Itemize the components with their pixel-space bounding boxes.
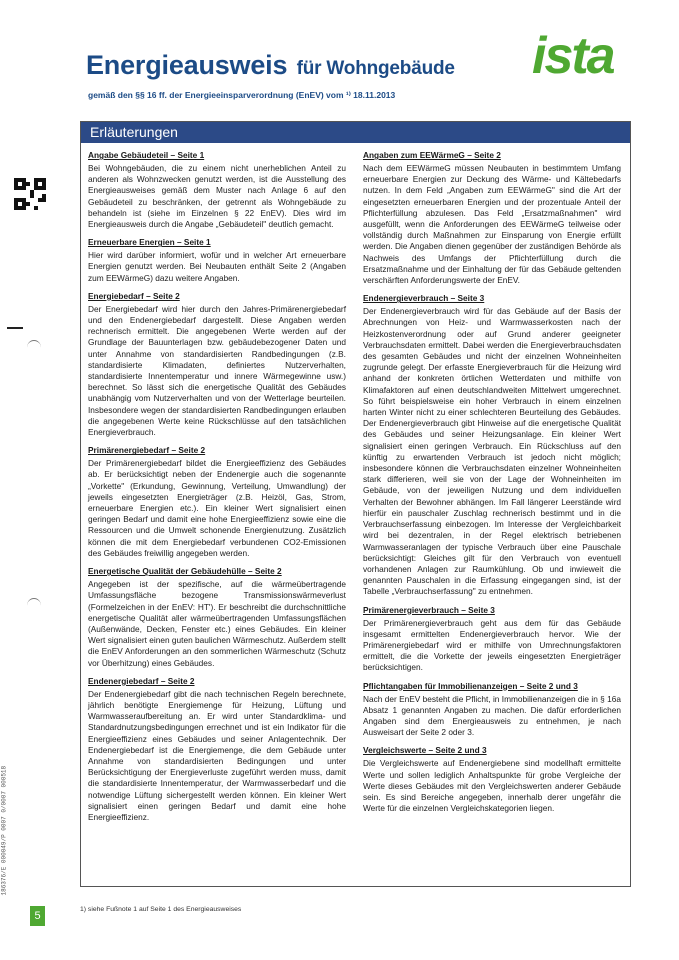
section xyxy=(363,150,621,286)
section xyxy=(88,291,346,438)
section-body: Hier wird darüber informiert, wofür und in welcher Art erneuerbare Energien genutzt werden. Bei Neubauten enthält Seite 2 (Angaben zum EEWärmeG) dazu weitere Angaben. xyxy=(88,250,346,283)
section-body: Der Endenergiebedarf gibt die nach technischen Regeln berechnete, jährlich benötigte Energiemenge für Heizung, Lüftung und Warmwasseraufbereitung an. Er wird unter Standardklima- und Standardnutzungsbedingungen errechnet und ist ein Indikator für die Energieeffizienz eines Gebäudes und seiner Anlagentechnik. Der Endenergiebedarf ist die Energiemenge, die dem Gebäude unter Annahme von standardisierten Bedingungen und unter Berücksichtigung der Energieverluste zugeführt werden muss, damit die standardisierte Innentemperatur, der Warmwasserbedarf und die notwendige Lüftung sichergestellt werden können. Ein kleiner Wert signalisiert einen geringen Bedarf und damit eine hohe Energieeffizienz. xyxy=(88,688,346,822)
section-heading: Angaben zum EEWärmeG – Seite 2 xyxy=(363,150,501,160)
section-body: Der Primärenergieverbrauch geht aus dem für das Gebäude insgesamt ermittelten Endenergieverbrauch hervor. Wie der Primärenergiebedarf wird er mithilfe von Umrechnungsfaktoren ermittelt, die die Vorkette der jeweils eingesetzten Energieträger berücksichtigen. xyxy=(363,617,621,673)
section xyxy=(363,745,621,814)
section-heading: Vergleichswerte – Seite 2 und 3 xyxy=(363,745,487,756)
section-body: Der Primärenergiebedarf bildet die Energieeffizienz des Gebäudes ab. Er berücksichtigt neben der Endenergie auch die sogenannte „Vorkette" (Erkundung, Gewinnung, Verteilung, Umwandlung) der jeweils eingesetzten Energieträger (z.B. Heizöl, Gas, Strom, erneuerbare Energien etc.). Ein kleiner Wert signalisiert einen geringen Bedarf und damit eine hohe Energieeffizienz sowie eine die Ressourcen und die Umwelt schonende Energienutzung. Zusätzlich können die mit dem Energiebedarf verbundenen CO2-Emissionen des Gebäudes freiwillig angegeben werden. xyxy=(88,458,346,558)
section-body: Nach dem EEWärmeG müssen Neubauten in bestimmtem Umfang erneuerbare Energien zur Deckung des Wärme- und Kältebedarfs nutzen. In dem Feld „Angaben zum EEWärmeG" sind die Art der eingesetzten erneuerbaren Energien und der prozentuale Anteil der Pflichterfüllung abzulesen. Das Feld „Ersatzmaßnahmen" wird ausgefüllt, wenn die Anforderungen des EEWärmeG teilweise oder vollständig durch Maßnahmen zur Einsparung von Energie erfüllt werden. Die Angaben dienen gegenüber der zuständigen Behörde als Nachweis des Umfangs der Pflichterfüllung durch die Ersatzmaßnahme und der Einhaltung der für das Gebäude geltenden verschärften Anforderungswerte der EnEV. xyxy=(363,163,621,286)
section-body: Angegeben ist der spezifische, auf die wärmeübertragende Umfassungsfläche bezogene Transmissionswärmeverlust (Formelzeichen in der EnEV: HT'). Er beschreibt die durchschnittliche energetische Qualität aller wärmeübertragenden Umfassungsflächen (Außenwände, Decken, Fenster etc.) eines Gebäudes. Ein kleiner Wert signalisiert einen guten baulichen Wärmeschutz. Außerdem stellt die EnEV Anforderungen an den sommerlichen Wärmeschutz (Schutz vor Überhitzung) eines Gebäudes. xyxy=(88,579,346,668)
section-heading: Energiebedarf – Seite 2 xyxy=(88,290,180,301)
binder-hole-mark xyxy=(27,598,41,613)
section-body: Die Vergleichswerte auf Endenergiebene sind modellhaft ermittelte Werte und sollen lediglich Anhaltspunkte für grobe Vergleiche der Werte dieses Gebäudes mit den Vergleichswerten anderer Gebäude sein. Es sind Bereiche angegeben, innerhalb derer ungefähr die Werte für die einzelnen Vergleichskategorien liegen. xyxy=(363,758,621,814)
document-subtitle: gemäß den §§ 16 ff. der Energieeinsparverordnung (EnEV) vom ¹⁾ 18.11.2013 xyxy=(88,90,396,100)
section xyxy=(363,681,621,739)
left-column xyxy=(88,150,346,830)
section-heading: Energetische Qualität der Gebäudehülle – Seite 2 xyxy=(88,566,282,577)
punch-mark xyxy=(7,327,23,329)
section-heading: Erneuerbare Energien – Seite 1 xyxy=(88,237,211,248)
title-main: Energieausweis xyxy=(86,50,288,80)
title-suffix: für Wohngebäude xyxy=(296,58,455,79)
logo-text: ista xyxy=(532,30,614,80)
footnote: 1) siehe Fußnote 1 auf Seite 1 des Energieausweises xyxy=(80,906,242,913)
section-heading: Primärenergiebedarf – Seite 2 xyxy=(88,445,206,456)
section xyxy=(88,237,346,284)
section-body: Der Energiebedarf wird hier durch den Jahres-Primärenergiebedarf und den Endenergiebedarf dargestellt. Diese Angaben werden rechnerisch ermittelt. Die angegebenen Werte werden auf der Grundlage der Bauunterlagen bzw. gebäudebezogener Daten und unter Annahme von standardisierten Randbedingungen (z.B. standardisierte Klimadaten, definiertes Nutzerverhalten, standardisierte Innentemperatur und innere Wärmegewinne usw.) berechnet. So lässt sich die energetische Qualität des Gebäudes unabhängig vom Nutzerverhalten und von der Wetterlage beurteilen. Insbesondere wegen der standardisierten Randbedingungen erlauben die angegebenen Werte keine Rückschlüsse auf den tatsächlichen Energieverbrauch. xyxy=(88,303,346,438)
section xyxy=(88,445,346,559)
section-heading: Endenergiebedarf – Seite 2 xyxy=(88,675,195,686)
qr-code-icon xyxy=(14,178,46,210)
document-title xyxy=(86,50,455,81)
section-heading: Angabe Gebäudeteil – Seite 1 xyxy=(88,150,205,160)
section-body: Der Endenergieverbrauch wird für das Gebäude auf der Basis der Abrechnungen von Heiz- und Warmwasserkosten nach der Heizkostenverordnung oder auf Grund anderer geeigneter Verbrauchsdaten ermittelt. Dabei werden die Energieverbrauchsdaten des gesamten Gebäudes und nicht der einzelnen Wohneinheiten zugrunde gelegt. Der erfasste Energieverbrauch für die Heizung wird anhand der konkreten örtlichen Wetterdaten und mithilfe von Klimafaktoren auf einen deutschlandweiten Mittelwert umgerechnet. So führt beispielsweise ein hoher Verbrauch in einem einzelnen harten Winter nicht zu einer schlechteren Beurteilung des Gebäudes. Der Endenergieverbrauch gibt Hinweise auf die energetische Qualität des Gebäudes und seiner Heizungsanlage. Ein kleiner Wert signalisiert einen geringen Verbrauch. Ein Rückschluss auf den künftig zu erwartenden Verbrauch ist jedoch nicht möglich; insbesondere können die Verbrauchsdaten einzelner Wohneinheiten stark differieren, weil sie von der Lage der Wohneinheiten im Gebäude, von der jeweiligen Nutzung und dem individuellen Verhalten der Bewohner abhängen. Im Fall längerer Leerstände wird hierfür ein pauschaler Zuschlag rechnerisch bestimmt und in die Verbrauchserfassung einbezogen. Im Interesse der Vergleichbarkeit wird bei dezentralen, in der Regel elektrisch betriebenen Warmwasseranlagen der typische Verbrauch über eine Pauschale berücksichtigt: Gleiches gilt für den Verbrauch von eventuell vorhandenen Anlagen zur Raumkühlung. Ob und inwieweit die genannten Pauschalen in die Erfassung eingegangen sind, ist der Tabelle „Verbrauchserfassung" zu entnehmen. xyxy=(363,306,621,597)
section-body: Nach der EnEV besteht die Pflicht, in Immobilienanzeigen die in § 16a Absatz 1 genannten Angaben zu machen. Die dafür erforderlichen Angaben sind dem Energieausweis zu entnehmen, je nach Ausweisart der Seite 2 oder 3. xyxy=(363,693,621,738)
section xyxy=(88,676,346,823)
side-code: 186376/E 000049/P 0007 0/0007 000518 xyxy=(0,765,8,896)
section xyxy=(363,293,621,597)
explanations-box xyxy=(80,121,631,887)
section xyxy=(88,150,346,230)
binder-hole-mark xyxy=(27,340,41,355)
section-heading: Pflichtangaben für Immobilienanzeigen – Seite 2 und 3 xyxy=(363,680,578,691)
page-number: 5 xyxy=(30,906,45,926)
section-heading: Primärenergieverbrauch – Seite 3 xyxy=(363,604,495,615)
box-title: Erläuterungen xyxy=(90,124,178,140)
right-column xyxy=(363,150,621,821)
section xyxy=(88,566,346,669)
section-heading: Endenergieverbrauch – Seite 3 xyxy=(363,293,485,304)
box-header xyxy=(81,122,630,143)
section-body: Bei Wohngebäuden, die zu einem nicht unerheblichen Anteil zu anderen als Wohnzwecken genutzt werden, ist die Ausstellung des Energieausweises gemäß dem Muster nach Anlage 6 auf den Gebäudeteil zu beschränken, der getrennt als Wohngebäude zu behandeln ist (siehe im Einzelnen § 22 EnEV). Dies wird im Energieausweis durch die Angabe „Gebäudeteil" deutlich gemacht. xyxy=(88,163,346,230)
section xyxy=(363,605,621,674)
ista-logo xyxy=(530,30,640,80)
